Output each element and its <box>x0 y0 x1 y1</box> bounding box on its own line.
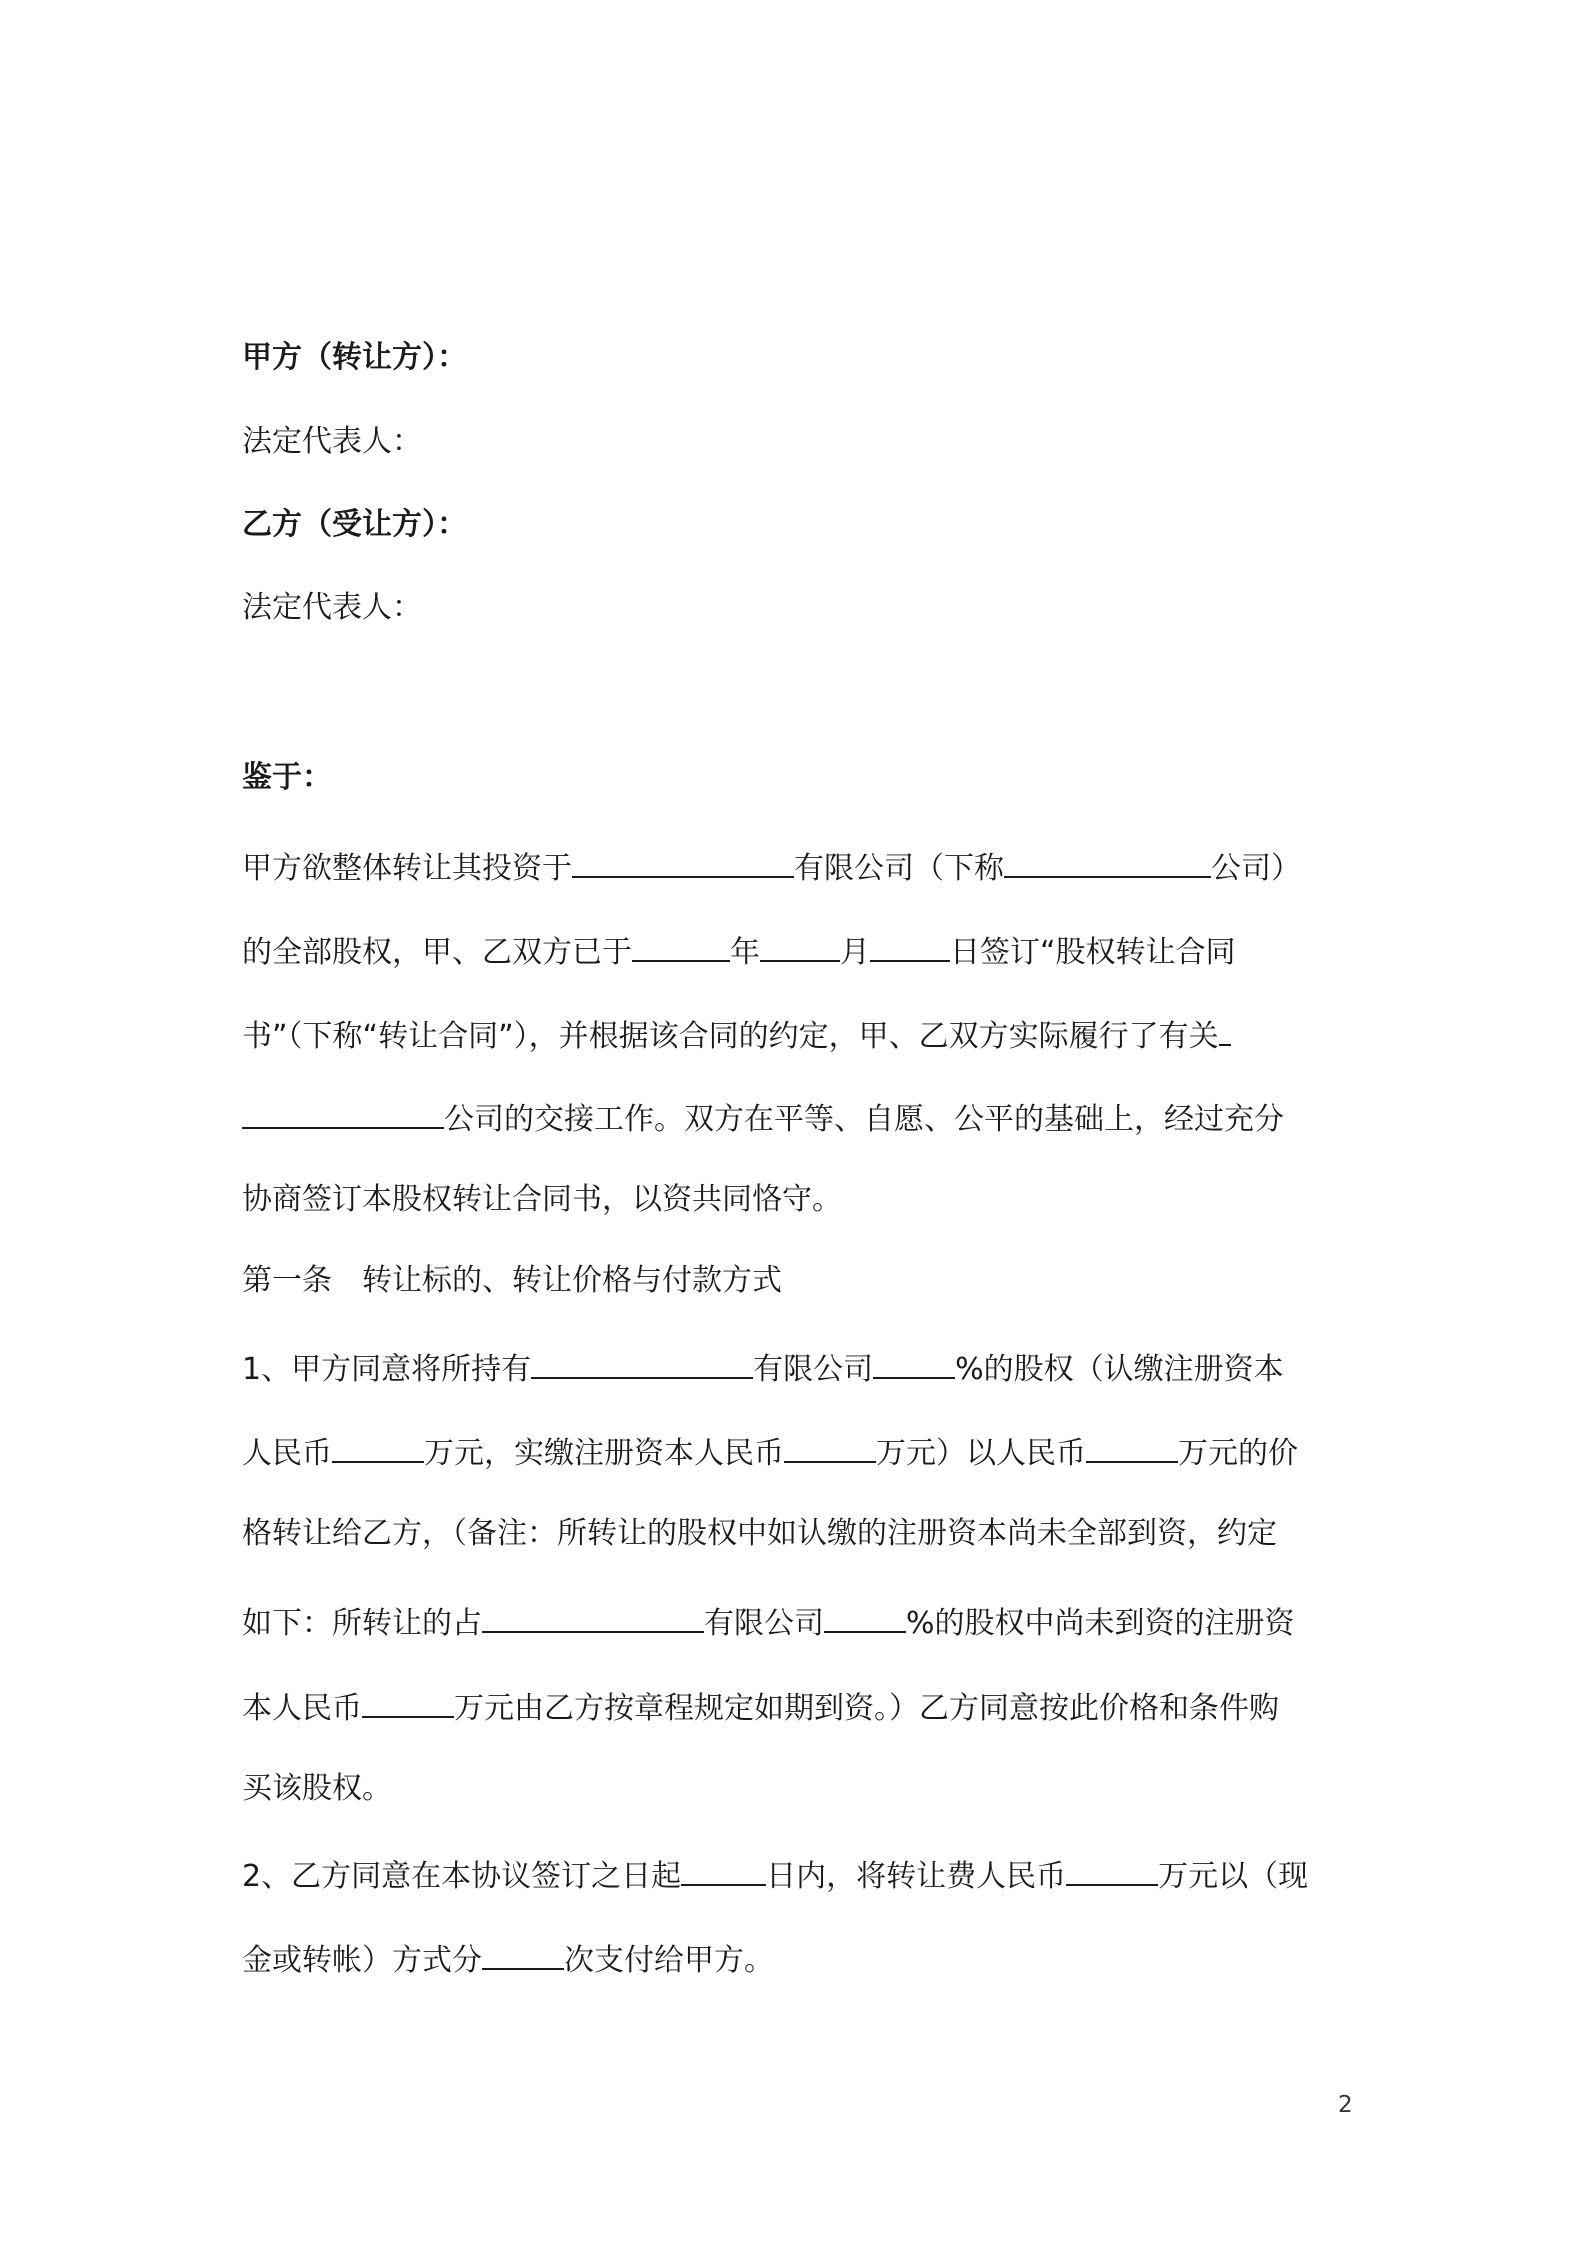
recitals-text: 的全部股权，甲、乙双方已于 <box>242 935 632 970</box>
recitals-text: 书”（下称“转让合同”），并根据该合同的约定，甲、乙双方实际履行了有关 <box>242 1019 1219 1054</box>
recitals-line-1 <box>242 846 1301 889</box>
recitals-text: 有限公司（下称 <box>794 851 1004 886</box>
recitals-text: 日签订“股权转让合同 <box>950 935 1236 970</box>
article-text: 日内，将转让费人民币 <box>766 1859 1067 1894</box>
installments-blank <box>482 1938 564 1970</box>
paid-capital-blank <box>784 1431 876 1463</box>
article-text: 有限公司 <box>704 1606 824 1641</box>
article-text: 万元由乙方按章程规定如期到资。）乙方同意按此价格和条件购 <box>454 1691 1279 1726</box>
page-number: 2 <box>1338 2092 1353 2118</box>
recitals-line-4 <box>242 1097 1284 1140</box>
article-1-para-1-line-3: 格转让给乙方，（备注：所转让的股权中如认缴的注册资本尚未全部到资，约定 <box>242 1516 1277 1551</box>
recitals-text: 公司） <box>1211 851 1301 886</box>
article-text: 次支付给甲方。 <box>564 1943 774 1978</box>
party-a-rep-label: 法定代表人： <box>242 424 422 459</box>
company-name-blank <box>482 1601 704 1633</box>
article-text: 人民币 <box>242 1436 332 1471</box>
article-text: 万元）以人民币 <box>876 1436 1086 1471</box>
company-name-blank <box>242 1097 444 1129</box>
party-b-rep-label: 法定代表人： <box>242 590 422 625</box>
month-blank <box>760 930 840 962</box>
recitals-line-2 <box>242 930 1236 973</box>
article-1-para-1-line-2 <box>242 1431 1298 1474</box>
price-blank <box>1086 1431 1178 1463</box>
article-1-para-1-line-6: 买该股权。 <box>242 1771 392 1806</box>
recitals-line-5: 协商签订本股权转让合同书，以资共同恪守。 <box>242 1182 842 1217</box>
article-1-para-1-line-1 <box>242 1347 1284 1390</box>
article-text: 本人民币 <box>242 1691 362 1726</box>
article-text: 1、甲方同意将所持有 <box>242 1352 532 1387</box>
year-blank <box>632 930 730 962</box>
article-text: 万元，实缴注册资本人民币 <box>424 1436 784 1471</box>
transfer-fee-blank <box>1066 1854 1158 1886</box>
percent-blank <box>824 1601 906 1633</box>
article-1-para-1-line-4 <box>242 1601 1295 1644</box>
recitals-heading: 鉴于： <box>242 760 332 795</box>
recitals-line-3 <box>242 1014 1231 1057</box>
article-text: 万元的价 <box>1178 1436 1298 1471</box>
article-text: 万元以（现 <box>1158 1859 1309 1894</box>
article-text: %的股权中尚未到资的注册资 <box>906 1606 1295 1641</box>
recitals-text: 年 <box>730 935 760 970</box>
article-text: 金或转帐）方式分 <box>242 1943 482 1978</box>
article-text: 有限公司 <box>753 1352 874 1387</box>
day-blank <box>870 930 950 962</box>
article-1-para-2-line-1 <box>242 1854 1308 1897</box>
registered-capital-blank <box>332 1431 424 1463</box>
company-name-blank <box>531 1347 753 1379</box>
days-blank <box>681 1854 766 1886</box>
recitals-text: 公司的交接工作。双方在平等、自愿、公平的基础上，经过充分 <box>444 1102 1284 1137</box>
unpaid-capital-blank <box>362 1686 454 1718</box>
article-text: %的股权（认缴注册资本 <box>955 1352 1284 1387</box>
recitals-text: 甲方欲整体转让其投资于 <box>242 851 572 886</box>
party-b-label: 乙方（受让方）： <box>242 507 467 542</box>
company-short-name-blank <box>1004 846 1211 878</box>
company-name-blank <box>572 846 794 878</box>
percent-blank <box>873 1347 955 1379</box>
recitals-text: 月 <box>840 935 870 970</box>
article-1-para-1-line-5 <box>242 1686 1279 1729</box>
article-text: 如下：所转让的占 <box>242 1606 482 1641</box>
party-a-label: 甲方（转让方）： <box>242 340 467 375</box>
article-1-title: 第一条 转让标的、转让价格与付款方式 <box>242 1263 782 1298</box>
article-1-para-2-line-2 <box>242 1938 774 1981</box>
article-text: 2、乙方同意在本协议签订之日起 <box>242 1859 682 1894</box>
company-name-blank <box>1219 1014 1231 1046</box>
